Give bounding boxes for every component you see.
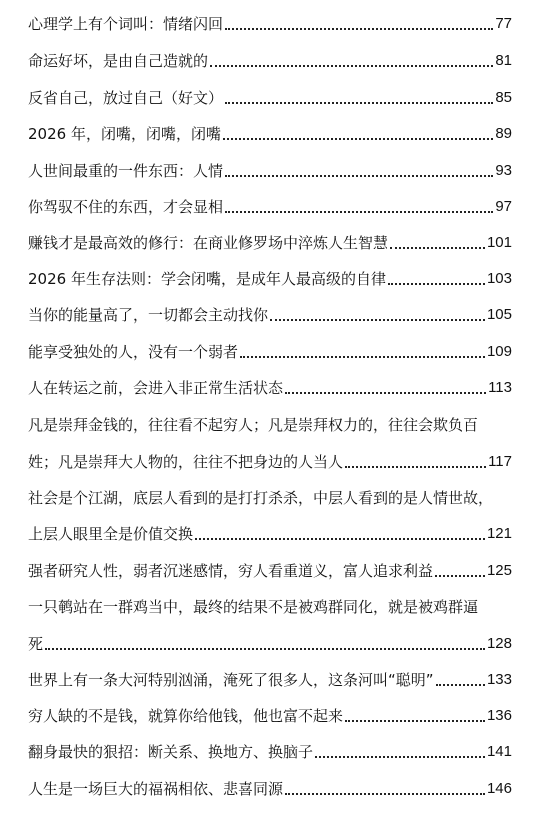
- toc-entry-title: 赚钱才是最高效的修行：在商业修罗场中淬炼人生智慧: [28, 234, 389, 252]
- toc-entry-title: 反省自己，放过自己（好文）: [28, 89, 224, 107]
- toc-entry-page: 101: [486, 234, 512, 251]
- toc-entry-title: 翻身最快的狠招：断关系、换地方、换脑子: [28, 743, 314, 761]
- toc-entry-page: 113: [488, 379, 512, 396]
- toc-entry-first-line[interactable]: [28, 415, 518, 435]
- toc-entry-title: 世界上有一条大河特别汹涌，淹死了很多人，这条河叫“聪明”: [28, 671, 434, 689]
- dot-leader: [225, 28, 493, 30]
- toc-entry-page: 81: [495, 52, 512, 69]
- toc-entry-title-line1: 一只鹌站在一群鸡当中，最终的结果不是被鸡群同化，就是被鸡群逼: [28, 598, 479, 616]
- toc-entry[interactable]: [28, 561, 512, 581]
- toc-entry-title: 姓；凡是崇拜大人物的，往往不把身边的人当人: [28, 453, 344, 471]
- dot-leader: [195, 538, 485, 540]
- toc-entry[interactable]: [28, 378, 512, 398]
- dot-leader: [435, 575, 485, 577]
- dot-leader: [225, 211, 493, 213]
- toc-entry-page: 146: [486, 780, 512, 797]
- toc-entry-first-line[interactable]: [28, 597, 518, 617]
- dot-leader: [45, 648, 485, 650]
- toc-entry[interactable]: [28, 124, 512, 144]
- dot-leader: [240, 356, 485, 358]
- toc-entry[interactable]: [28, 305, 512, 325]
- toc-entry-title: 上层人眼里全是价值交换: [28, 525, 194, 543]
- toc-entry-title: 人在转运之前，会进入非正常生活状态: [28, 379, 284, 397]
- toc-entry-page: 133: [486, 671, 512, 688]
- toc-entry[interactable]: [28, 779, 512, 799]
- toc-entry-page: 77: [495, 15, 512, 32]
- toc-entry[interactable]: [28, 670, 512, 690]
- dot-leader: [390, 247, 485, 249]
- toc-entry-page: 103: [486, 270, 512, 287]
- toc-entry-title: 能享受独处的人，没有一个弱者: [28, 343, 239, 361]
- toc-entry-page: 109: [486, 343, 512, 360]
- toc-entry[interactable]: [28, 524, 512, 544]
- dot-leader: [285, 392, 486, 394]
- dot-leader: [388, 283, 485, 285]
- toc-entry-title: 你驾驭不住的东西，才会显相: [28, 198, 224, 216]
- toc-entry[interactable]: [28, 742, 512, 762]
- toc-entry-title: 强者研究人性，弱者沉迷感情，穷人看重道义，富人追求利益: [28, 562, 434, 580]
- dot-leader: [345, 466, 486, 468]
- toc-entry-title: 心理学上有个词叫：情绪闪回: [28, 15, 224, 33]
- dot-leader: [285, 793, 485, 795]
- toc-entry-page: 93: [495, 162, 512, 179]
- toc-entry-first-line[interactable]: [28, 488, 518, 508]
- toc-entry[interactable]: [28, 342, 512, 362]
- toc-entry[interactable]: [28, 51, 512, 71]
- toc-entry[interactable]: [28, 233, 512, 253]
- toc-entry[interactable]: [28, 452, 512, 472]
- toc-entry-page: 117: [488, 453, 512, 470]
- toc-entry-title: 穷人缺的不是钱，就算你给他钱，他也富不起来: [28, 707, 344, 725]
- toc-entry[interactable]: [28, 269, 512, 289]
- toc-entry-title: 人世间最重的一件东西：人情: [28, 162, 224, 180]
- dot-leader: [436, 684, 485, 686]
- toc-entry[interactable]: [28, 197, 512, 217]
- toc-entry-page: 136: [486, 707, 512, 724]
- toc-entry[interactable]: [28, 706, 512, 726]
- dot-leader: [210, 65, 493, 67]
- toc-entry[interactable]: [28, 14, 512, 34]
- dot-leader: [223, 138, 493, 140]
- toc-entry[interactable]: [28, 634, 512, 654]
- toc-entry-title: 2026 年，闭嘴，闭嘴，闭嘴: [28, 125, 221, 143]
- toc-entry-page: 105: [486, 306, 512, 323]
- toc-entry-page: 141: [486, 743, 512, 760]
- toc-entry-title: 当你的能量高了，一切都会主动找你: [28, 306, 269, 324]
- toc-entry-title: 人生是一场巨大的福祸相依、悲喜同源: [28, 780, 284, 798]
- dot-leader: [225, 102, 493, 104]
- toc-entry-page: 89: [495, 125, 512, 142]
- toc-entry-page: 121: [486, 525, 512, 542]
- toc-entry[interactable]: [28, 88, 512, 108]
- toc-entry-title: 2026 年生存法则：学会闭嘴，是成年人最高级的自律: [28, 270, 386, 288]
- toc-entry-title-line1: 社会是个江湖，底层人看到的是打打杀杀，中层人看到的是人情世故，: [28, 489, 494, 507]
- toc-entry-page: 128: [486, 635, 512, 652]
- toc-entry-page: 85: [495, 89, 512, 106]
- toc-entry-title: 命运好坏，是由自己造就的: [28, 52, 209, 70]
- toc-entry-page: 125: [486, 562, 512, 579]
- toc-entry[interactable]: [28, 161, 512, 181]
- dot-leader: [225, 175, 493, 177]
- toc-entry-title-line1: 凡是崇拜金钱的，往往看不起穷人；凡是崇拜权力的，往往会欺负百: [28, 416, 479, 434]
- dot-leader: [345, 720, 485, 722]
- dot-leader: [270, 319, 485, 321]
- toc-entry-page: 97: [495, 198, 512, 215]
- toc-entry-title: 死: [28, 635, 44, 653]
- dot-leader: [315, 756, 485, 758]
